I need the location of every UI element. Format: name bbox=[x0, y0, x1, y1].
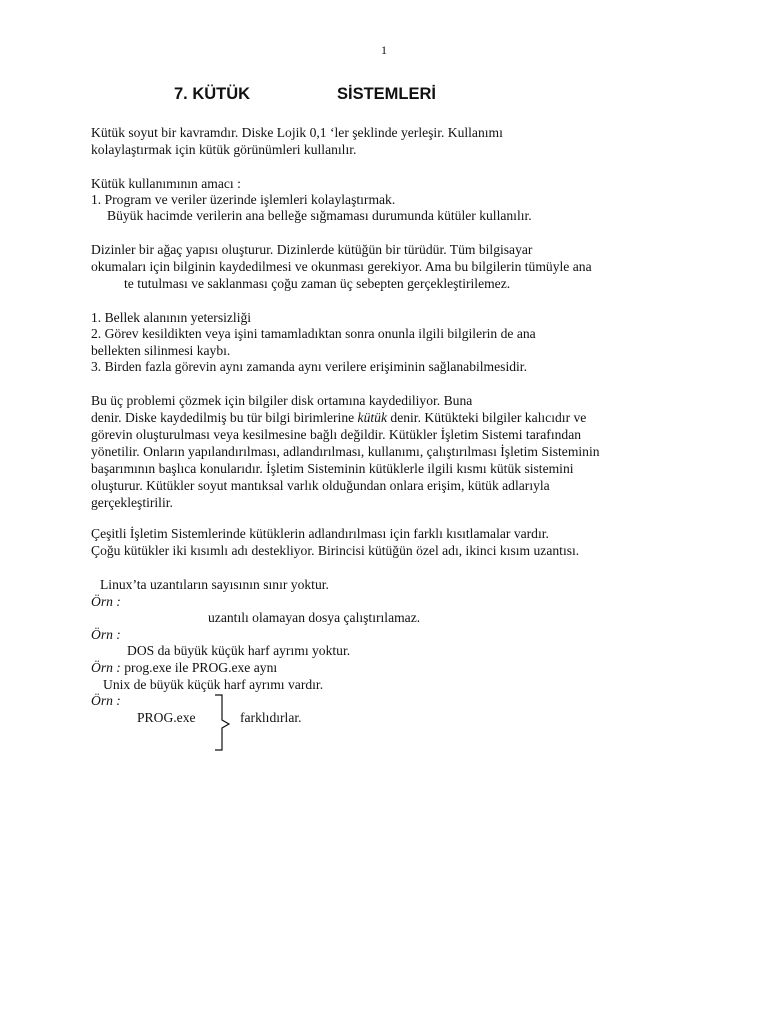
paragraph-5-line-1: Bu üç problemi çözmek için bilgiler disk ortamına kaydediliyor. Buna bbox=[91, 393, 473, 408]
list-item-2: 2. Görev kesildikten veya işini tamamladıktan sonra onunla ilgili bilgilerin de ana bbox=[91, 326, 536, 341]
example-label-1: Örn : bbox=[91, 594, 121, 609]
paragraph-5-line-2 bbox=[91, 410, 586, 426]
list-item-1: 1. Bellek alanının yetersizliği bbox=[91, 310, 252, 325]
paragraph-5-line-6: oluşturur. Kütükler soyut mantıksal varlık olduğundan onlara erişim, kütük adlarıyla bbox=[91, 478, 550, 493]
paragraph-2-line-2: 1. Program ve veriler üzerinde işlemleri kolaylaştırmak. bbox=[91, 192, 396, 207]
paragraph-1-line-2: kolaylaştırmak için kütük görünümleri kullanılır. bbox=[91, 142, 357, 157]
paragraph-5-line-3: görevin oluşturulması veya kesilmesine bağlı değildir. Kütükler İşletim Sistemi tarafından bbox=[91, 427, 582, 442]
no-extension-note: uzantılı olamayan dosya çalıştırılamaz. bbox=[208, 610, 421, 625]
linux-note: Linux’ta uzantıların sayısının sınır yoktur. bbox=[100, 577, 329, 592]
title-part-1: 7. KÜTÜK bbox=[174, 85, 251, 103]
unix-note: Unix de büyük küçük harf ayrımı vardır. bbox=[103, 677, 324, 692]
paragraph-1-line-1: Kütük soyut bir kavramdır. Diske Lojik 0,1 ‘ler şeklinde yerleşir. Kullanımı bbox=[91, 125, 503, 140]
different-note: farklıdırlar. bbox=[240, 710, 302, 725]
paragraph-2-line-3: Büyük hacimde verilerin ana belleğe sığmaması durumunda kütüler kullanılır. bbox=[107, 208, 532, 223]
title-part-2: SİSTEMLERİ bbox=[337, 85, 437, 103]
paragraph-3-line-3: te tutulması ve saklanması çoğu zaman üç sebepten gerçekleştirilemez. bbox=[124, 276, 511, 291]
example-label-4: Örn : bbox=[91, 693, 121, 708]
prog-same-note: prog.exe ile PROG.exe aynı bbox=[124, 660, 278, 675]
paragraph-6-line-1: Çeşitli İşletim Sistemlerinde kütüklerin adlandırılması için farklı kısıtlamalar vardır. bbox=[91, 526, 549, 541]
paragraph-5-line-4: yönetilir. Onların yapılandırılması, adlandırılması, kullanımı, çalıştırılması İşletim Sisteminin bbox=[91, 444, 600, 459]
prog-exe-label: PROG.exe bbox=[137, 710, 196, 725]
example-label-2: Örn : bbox=[91, 627, 121, 642]
example-line-3 bbox=[91, 660, 277, 676]
right-brace-icon bbox=[213, 694, 235, 754]
paragraph-5-line-2-c: denir. Kütükteki bilgiler kalıcıdır ve bbox=[387, 410, 587, 425]
dos-note: DOS da büyük küçük harf ayrımı yoktur. bbox=[127, 643, 351, 658]
paragraph-6-line-2: Çoğu kütükler iki kısımlı adı destekliyor. Birincisi kütüğün özel adı, ikinci kısım uzantısı. bbox=[91, 543, 580, 558]
page-number: 1 bbox=[381, 43, 387, 57]
paragraph-2-line-1: Kütük kullanımının amacı : bbox=[91, 176, 241, 191]
example-label-3: Örn : bbox=[91, 660, 121, 675]
list-item-3: 3. Birden fazla görevin aynı zamanda aynı verilere erişiminin sağlanabilmesidir. bbox=[91, 359, 527, 374]
paragraph-5-line-2-a: denir. Diske kaydedilmiş bu tür bilgi birimlerine bbox=[91, 410, 358, 425]
paragraph-3-line-1: Dizinler bir ağaç yapısı oluşturur. Dizinlerde kütüğün bir türüdür. Tüm bilgisayar bbox=[91, 242, 533, 257]
list-item-2-cont: bellekten silinmesi kaybı. bbox=[91, 343, 231, 358]
paragraph-5-line-5: başarımının başlıca konularıdır. İşletim Sisteminin kütüklerle ilgili kısmı kütük sistemini bbox=[91, 461, 574, 476]
paragraph-5-line-7: gerçekleştirilir. bbox=[91, 495, 173, 510]
paragraph-3-line-2: okumaları için bilginin kaydedilmesi ve okunması gerekiyor. Ama bu bilgilerin tümüyle ana bbox=[91, 259, 592, 274]
kutuk-term: kütük bbox=[357, 410, 387, 425]
